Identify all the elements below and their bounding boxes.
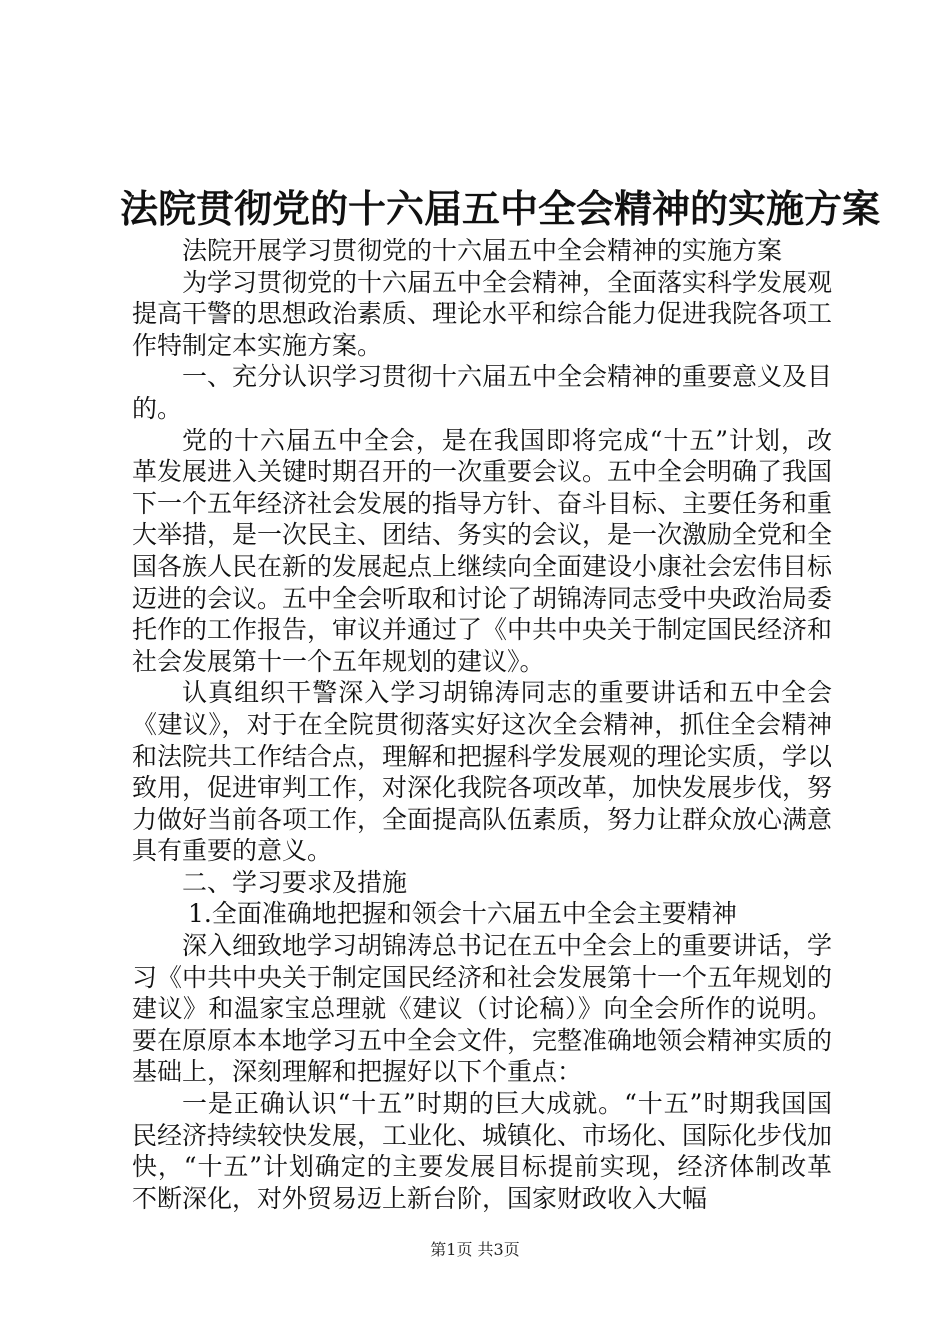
document-title: 法院贯彻党的十六届五中全会精神的实施方案 <box>120 186 881 231</box>
body-paragraph: 认真组织干警深入学习胡锦涛同志的重要讲话和五中全会《建议》，对于在全院贯彻落实好这次全会精神，抓住全会精神和法院共工作结合点，理解和把握科学发展观的理论实质，学以致用，促进审判工作，对深化我院各项改革，加快发展步伐，努力做好当前各项工作，全面提高队伍素质，努力让群众放心满意具有重要的意义。 <box>132 678 833 866</box>
body-paragraph: 一是正确认识“十五”时期的巨大成就。“十五”时期我国国民经济持续较快发展，工业化、城镇化、市场化、国际化步伐加快，“十五”计划确定的主要发展目标提前实现，经济体制改革不断深化，对外贸易迈上新台阶，国家财政收入大幅 <box>132 1089 833 1213</box>
section-heading-1: 一、充分认识学习贯彻十六届五中全会精神的重要意义及目的。 <box>132 362 833 423</box>
body-paragraph: 党的十六届五中全会，是在我国即将完成“十五”计划，改革发展进入关键时期召开的一次重要会议。五中全会明确了我国下一个五年经济社会发展的指导方针、奋斗目标、主要任务和重大举措，是一次民主、团结、务实的会议，是一次激励全党和全国各族人民在新的发展起点上继续向全面建设小康社会宏伟目标迈进的会议。五中全会听取和讨论了胡锦涛同志受中央政治局委托作的工作报告，审议并通过了《中共中央关于制定国民经济和社会发展第十一个五年规划的建议》。 <box>132 425 833 676</box>
body-paragraph: 深入细致地学习胡锦涛总书记在五中全会上的重要讲话，学习《中共中央关于制定国民经济和社会发展第十一个五年规划的建议》和温家宝总理就《建议（讨论稿）》向全会所作的说明。要在原原本本地学习五中全会文件，完整准确地领会精神实质的基础上，深刻理解和把握好以下个重点： <box>132 931 833 1087</box>
subtitle-paragraph: 法院开展学习贯彻党的十六届五中全会精神的实施方案 <box>182 236 783 265</box>
intro-paragraph: 为学习贯彻党的十六届五中全会精神，全面落实科学发展观提高干警的思想政治素质、理论水平和综合能力促进我院各项工作特制定本实施方案。 <box>132 267 833 360</box>
section-heading-2: 二、学习要求及措施 <box>182 867 408 897</box>
page-number-footer: 第1页 共3页 <box>430 1240 520 1259</box>
subsection-heading-1: 1.全面准确地把握和领会十六届五中全会主要精神 <box>188 899 737 929</box>
document-body <box>132 235 832 1214</box>
